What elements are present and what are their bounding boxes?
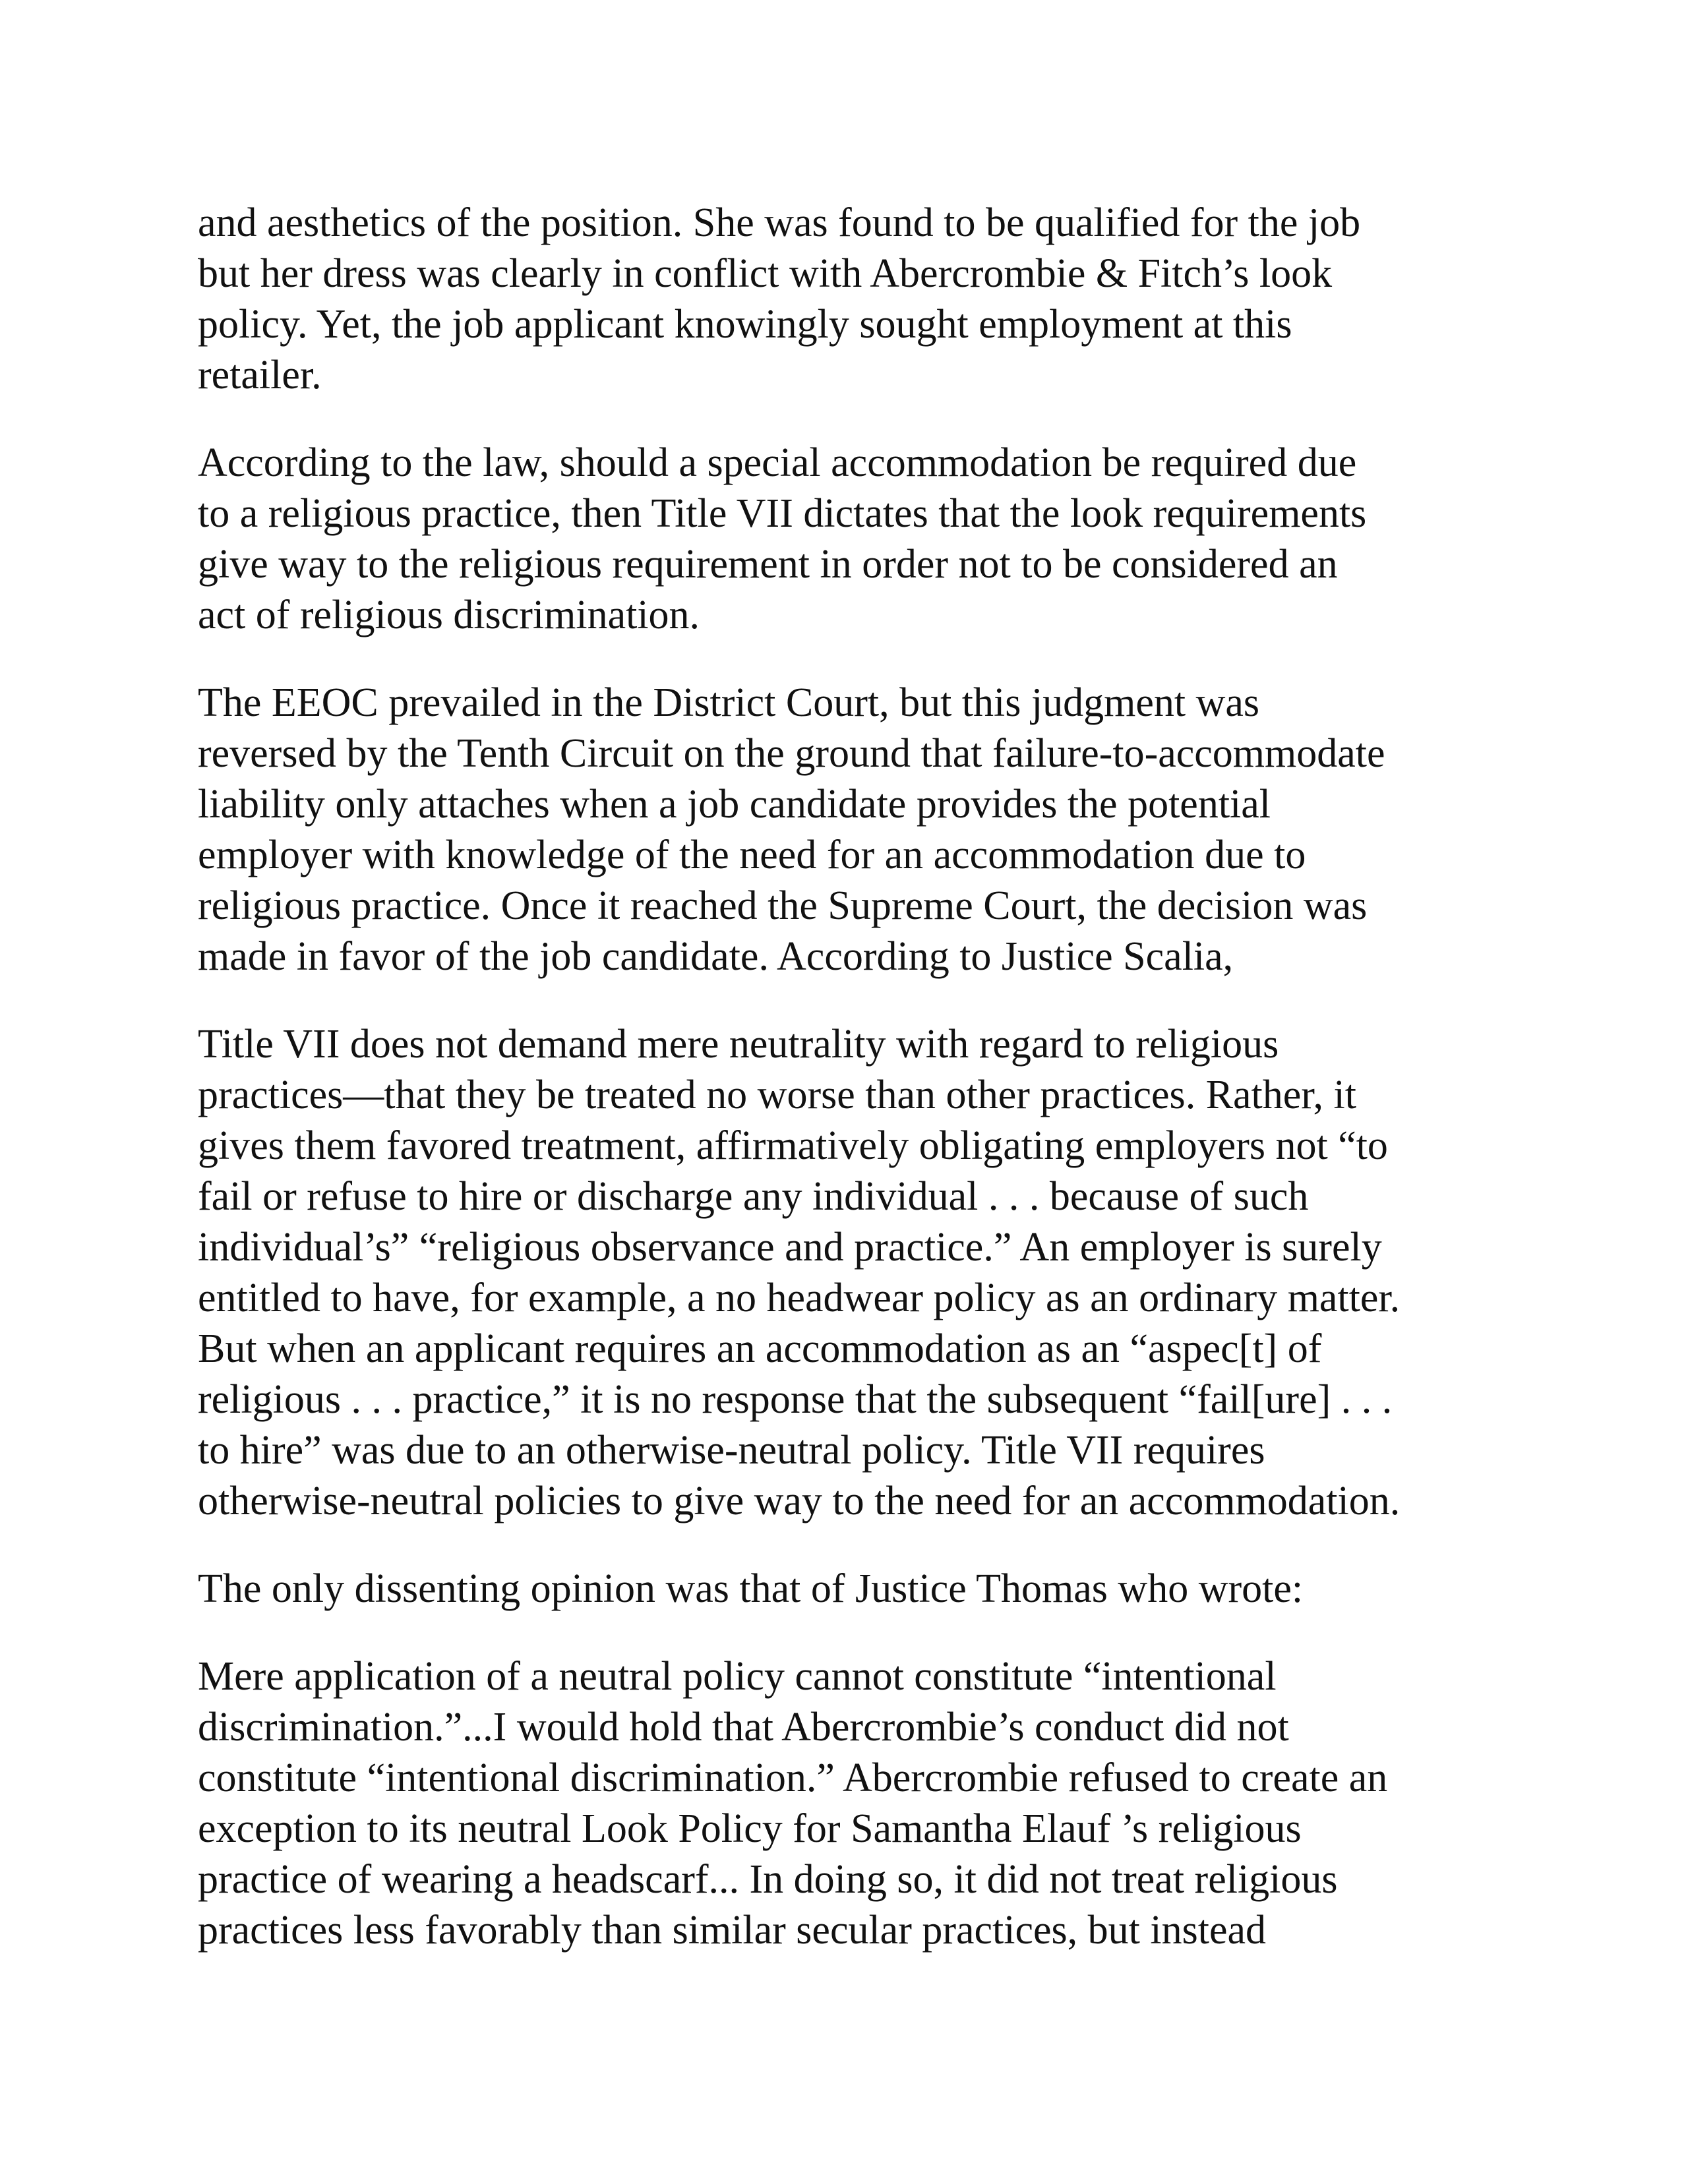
text-line: gives them favored treatment, affirmatively obligating employers not “to <box>198 1123 1388 1168</box>
paragraph-scalia-quote <box>198 1019 1510 1527</box>
text-line: practices—that they be treated no worse than other practices. Rather, it <box>198 1073 1356 1117</box>
text-line: otherwise-neutral policies to give way to the need for an accommodation. <box>198 1479 1401 1523</box>
text-line: The only dissenting opinion was that of Justice Thomas who wrote: <box>198 1566 1304 1611</box>
text-line: give way to the religious requirement in order not to be considered an <box>198 542 1338 587</box>
text-line: The EEOC prevailed in the District Court, but this judgment was <box>198 680 1260 725</box>
paragraph-position-and-look-policy <box>198 198 1510 401</box>
text-line: and aesthetics of the position. She was found to be qualified for the job <box>198 200 1361 245</box>
text-line: fail or refuse to hire or discharge any individual . . . because of such <box>198 1174 1309 1219</box>
text-line: liability only attaches when a job candidate provides the potential <box>198 782 1271 827</box>
text-line: entitled to have, for example, a no headwear policy as an ordinary matter. <box>198 1276 1401 1320</box>
text-line: religious . . . practice,” it is no response that the subsequent “fail[ure] . . . <box>198 1377 1393 1422</box>
text-line: individual’s” “religious observance and practice.” An employer is surely <box>198 1225 1382 1270</box>
text-line: Mere application of a neutral policy cannot constitute “intentional <box>198 1654 1277 1699</box>
text-line: According to the law, should a special accommodation be required due <box>198 440 1357 485</box>
text-line: practices less favorably than similar secular practices, but instead <box>198 1908 1266 1953</box>
text-line: But when an applicant requires an accommodation as an “aspec[t] of <box>198 1326 1322 1371</box>
text-line: to a religious practice, then Title VII dictates that the look requirements <box>198 491 1367 536</box>
text-line: discrimination.”...I would hold that Abercrombie’s conduct did not <box>198 1705 1289 1750</box>
text-line: reversed by the Tenth Circuit on the ground that failure-to-accommodate <box>198 731 1385 776</box>
paragraph-thomas-quote <box>198 1651 1510 1956</box>
text-line: policy. Yet, the job applicant knowingly sought employment at this <box>198 302 1292 347</box>
document-body <box>198 198 1510 1956</box>
text-line: constitute “intentional discrimination.” Abercrombie refused to create an <box>198 1756 1388 1800</box>
text-line: exception to its neutral Look Policy for Samantha Elauf ’s religious <box>198 1806 1302 1851</box>
text-line: made in favor of the job candidate. According to Justice Scalia, <box>198 934 1234 979</box>
text-line: retailer. <box>198 353 322 398</box>
text-line: employer with knowledge of the need for an accommodation due to <box>198 833 1306 877</box>
text-line: but her dress was clearly in conflict with Abercrombie & Fitch’s look <box>198 251 1333 296</box>
paragraph-court-history <box>198 678 1510 982</box>
text-line: to hire” was due to an otherwise-neutral policy. Title VII requires <box>198 1428 1265 1473</box>
text-line: Title VII does not demand mere neutrality with regard to religious <box>198 1022 1279 1067</box>
text-line: practice of wearing a headscarf... In doing so, it did not treat religious <box>198 1857 1338 1902</box>
paragraph-dissent-intro <box>198 1564 1510 1614</box>
paragraph-title-vii-law <box>198 438 1510 641</box>
text-line: act of religious discrimination. <box>198 593 700 637</box>
text-line: religious practice. Once it reached the Supreme Court, the decision was <box>198 883 1368 928</box>
